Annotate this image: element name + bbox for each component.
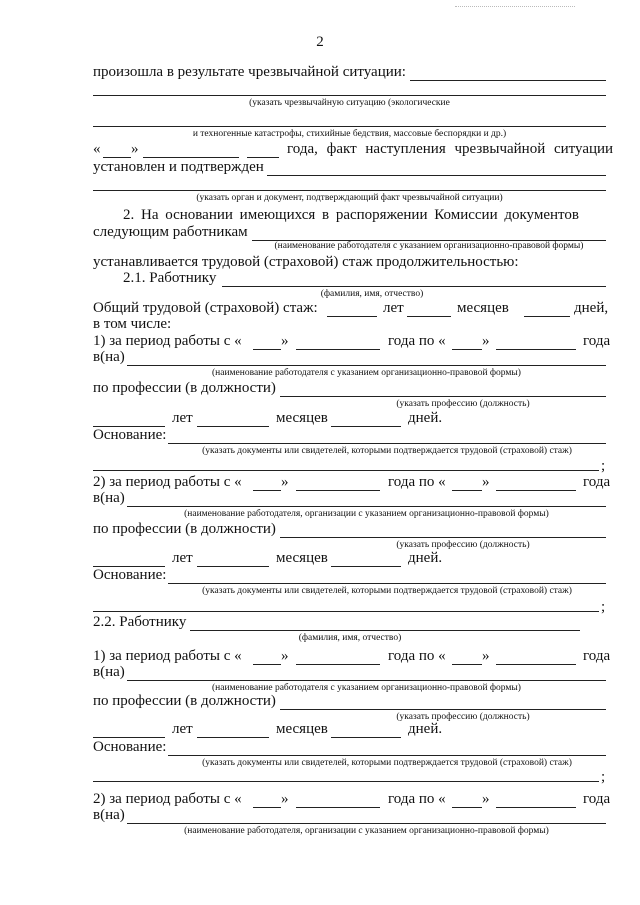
w2p1-years-label: лет xyxy=(172,721,193,737)
w1p2-end: ; xyxy=(601,599,606,615)
w2p2-from-label: 2) за период работы с « xyxy=(93,791,242,807)
w1p2-org-field[interactable] xyxy=(127,506,606,507)
w1p2-to-month[interactable] xyxy=(496,490,576,491)
worker1-fio-hint: (фамилия, имя, отчество) xyxy=(320,289,424,299)
w2p2-to-day[interactable] xyxy=(452,807,482,808)
scan-artifact xyxy=(455,6,575,7)
w2p1-months-field[interactable] xyxy=(197,737,269,738)
date-month-field[interactable] xyxy=(143,157,239,158)
worker2-label: 2.2. Работнику xyxy=(93,614,187,630)
w2p2-from-day[interactable] xyxy=(253,807,281,808)
w2p2-quote2: » xyxy=(482,791,490,807)
w1p1-to-label: года по « xyxy=(388,333,446,349)
w2p1-from-month[interactable] xyxy=(296,664,380,665)
w1p2-basis-field-2[interactable] xyxy=(93,611,599,612)
w1p1-months-field[interactable] xyxy=(197,426,269,427)
w2p2-year-label: года xyxy=(583,791,611,807)
w1p1-org-hint: (наименование работодателя с указанием организационно-правовой формы) xyxy=(212,368,521,378)
w2p2-org-hint: (наименование работодателя, организации с указанием организационно-правовой формы) xyxy=(184,826,549,836)
w1p2-basis-field[interactable] xyxy=(168,583,606,584)
worker2-fio-hint: (фамилия, имя, отчество) xyxy=(298,633,402,643)
worker1-label: 2.1. Работнику xyxy=(123,270,217,286)
w1p1-to-day[interactable] xyxy=(452,349,482,350)
w2p1-org-field[interactable] xyxy=(127,680,606,681)
w2p2-from-month[interactable] xyxy=(296,807,380,808)
w2p1-from-label: 1) за период работы с « xyxy=(93,648,242,664)
w1p1-from-day[interactable] xyxy=(253,349,281,350)
w2p1-org-hint: (наименование работодателя с указанием организационно-правовой формы) xyxy=(212,683,521,693)
emergency-field-3[interactable] xyxy=(93,126,606,127)
date-close-quote: » xyxy=(131,141,139,157)
w2p1-to-month[interactable] xyxy=(496,664,576,665)
w2p1-months-label: месяцев xyxy=(276,721,328,737)
emergency-field-1[interactable] xyxy=(410,80,606,81)
w1p2-from-month[interactable] xyxy=(296,490,380,491)
w1p1-days-label: дней. xyxy=(408,410,443,426)
w1p2-to-day[interactable] xyxy=(452,490,482,491)
confirmed-label: установлен и подтвержден xyxy=(93,159,264,175)
w2p1-from-day[interactable] xyxy=(253,664,281,665)
w1p2-months-label: месяцев xyxy=(276,550,328,566)
p2-line3: устанавливается трудовой (страховой) стаж продолжительностью: xyxy=(93,254,519,270)
w2p1-quote2: » xyxy=(482,648,490,664)
confirmed-field-2[interactable] xyxy=(93,190,606,191)
date-open-quote: « xyxy=(93,141,101,157)
w1p1-year-label: года xyxy=(583,333,611,349)
page-number: 2 xyxy=(316,34,324,50)
w1p1-prof-label: по профессии (в должности) xyxy=(93,380,276,396)
total-months-label: месяцев xyxy=(457,300,509,316)
emergency-field-2[interactable] xyxy=(93,95,606,96)
w1p1-years-label: лет xyxy=(172,410,193,426)
confirmed-hint: (указать орган и документ, подтверждающий факт чрезвычайной ситуации) xyxy=(196,193,503,203)
total-stage-label: Общий трудовой (страховой) стаж: xyxy=(93,300,318,316)
w2p2-vna: в(на) xyxy=(93,807,125,823)
w1p1-quote1: » xyxy=(281,333,289,349)
w2p2-quote1: » xyxy=(281,791,289,807)
w2p2-to-label: года по « xyxy=(388,791,446,807)
p2-line2: следующим работникам xyxy=(93,224,248,240)
total-days-field[interactable] xyxy=(524,316,570,317)
p2-line1: 2. На основании имеющихся в распоряжении Комиссии документов xyxy=(123,207,579,223)
including-label: в том числе: xyxy=(93,316,172,332)
total-years-field[interactable] xyxy=(327,316,377,317)
w1p1-from-month[interactable] xyxy=(296,349,380,350)
w1p1-days-field[interactable] xyxy=(331,426,401,427)
w1p2-year-label: года xyxy=(583,474,611,490)
emergency-hint-1: (указать чрезвычайную ситуацию (экологические xyxy=(249,98,450,108)
w1p2-basis-hint: (указать документы или свидетелей, которыми подтверждается трудовой (страховой) стаж) xyxy=(202,586,572,596)
w2p1-prof-hint: (указать профессию (должность) xyxy=(396,712,530,722)
w2p1-to-day[interactable] xyxy=(452,664,482,665)
w1p1-basis-label: Основание: xyxy=(93,427,167,443)
w1p1-org-field[interactable] xyxy=(127,365,606,366)
w2p1-basis-label: Основание: xyxy=(93,739,167,755)
w1p2-prof-field[interactable] xyxy=(280,537,606,538)
w1p2-prof-hint: (указать профессию (должность) xyxy=(396,540,530,550)
w1p2-days-label: дней. xyxy=(408,550,443,566)
w2p1-years-field[interactable] xyxy=(93,737,165,738)
worker2-fio-field[interactable] xyxy=(190,630,580,631)
w2p2-to-month[interactable] xyxy=(496,807,576,808)
w1p2-months-field[interactable] xyxy=(197,566,269,567)
confirmed-field-1[interactable] xyxy=(267,175,606,176)
w1p1-end: ; xyxy=(601,458,606,474)
date-text: года, факт наступления чрезвычайной ситуации xyxy=(287,141,614,157)
w1p2-from-day[interactable] xyxy=(253,490,281,491)
total-months-field[interactable] xyxy=(407,316,451,317)
w1p1-to-month[interactable] xyxy=(496,349,576,350)
w1p2-org-hint: (наименование работодателя, организации с указанием организационно-правовой формы) xyxy=(184,509,549,519)
w1p2-years-label: лет xyxy=(172,550,193,566)
w1p1-vna: в(на) xyxy=(93,349,125,365)
w2p1-days-label: дней. xyxy=(408,721,443,737)
w1p1-basis-field-2[interactable] xyxy=(93,470,599,471)
w1p1-prof-field[interactable] xyxy=(280,396,606,397)
w2p2-org-field[interactable] xyxy=(127,823,606,824)
w1p1-basis-hint: (указать документы или свидетелей, которыми подтверждается трудовой (страховой) стаж) xyxy=(202,446,572,456)
w1p1-prof-hint: (указать профессию (должность) xyxy=(396,399,530,409)
date-day-field[interactable] xyxy=(103,157,131,158)
w1p2-days-field[interactable] xyxy=(331,566,401,567)
w2p1-prof-label: по профессии (в должности) xyxy=(93,693,276,709)
w1p1-from-label: 1) за период работы с « xyxy=(93,333,242,349)
w2p1-basis-field-2[interactable] xyxy=(93,781,599,782)
w1p1-basis-field[interactable] xyxy=(168,443,606,444)
w1p1-quote2: » xyxy=(482,333,490,349)
emergency-hint-2: и техногенные катастрофы, стихийные бедствия, массовые беспорядки и др.) xyxy=(192,129,507,139)
date-year-field[interactable] xyxy=(247,157,279,158)
w1p2-prof-label: по профессии (в должности) xyxy=(93,521,276,537)
w1p2-basis-label: Основание: xyxy=(93,567,167,583)
w2p1-basis-hint: (указать документы или свидетелей, которыми подтверждается трудовой (страховой) стаж) xyxy=(202,758,572,768)
total-years-label: лет xyxy=(383,300,404,316)
emergency-intro: произошла в результате чрезвычайной ситуации: xyxy=(93,64,406,80)
w1p1-months-label: месяцев xyxy=(276,410,328,426)
employer-hint: (наименование работодателя с указанием организационно-правовой формы) xyxy=(274,241,584,251)
worker1-fio-field[interactable] xyxy=(222,286,606,287)
total-days-label: дней, xyxy=(574,300,609,316)
w1p2-from-label: 2) за период работы с « xyxy=(93,474,242,490)
w1p2-to-label: года по « xyxy=(388,474,446,490)
w1p2-quote2: » xyxy=(482,474,490,490)
w2p1-end: ; xyxy=(601,769,606,785)
w2p1-vna: в(на) xyxy=(93,664,125,680)
w2p1-prof-field[interactable] xyxy=(280,709,606,710)
w2p1-year-label: года xyxy=(583,648,611,664)
w2p1-days-field[interactable] xyxy=(331,737,401,738)
w2p1-quote1: » xyxy=(281,648,289,664)
w2p1-basis-field[interactable] xyxy=(168,755,606,756)
w1p2-vna: в(на) xyxy=(93,490,125,506)
w1p2-quote1: » xyxy=(281,474,289,490)
w2p1-to-label: года по « xyxy=(388,648,446,664)
